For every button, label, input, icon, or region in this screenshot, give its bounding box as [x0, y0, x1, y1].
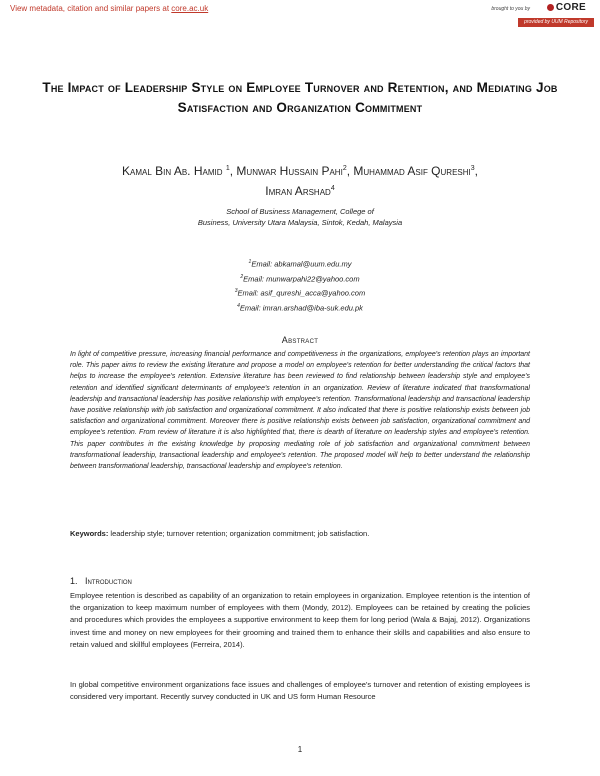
- affiliation: [40, 206, 560, 228]
- author-3-mark: 3: [470, 165, 475, 172]
- affiliation-line-1: School of Business Management, College of: [226, 207, 374, 216]
- core-logo[interactable]: [547, 2, 586, 13]
- email-mark: 3: [234, 288, 238, 294]
- author-3: Muhammad Asif Qureshi: [353, 164, 471, 178]
- author-2-mark: 2: [342, 165, 347, 172]
- keywords-text: leadership style; turnover retention; organization commitment; job satisfaction.: [108, 529, 370, 538]
- author-separator: ,: [346, 164, 354, 178]
- email-4[interactable]: [40, 300, 560, 315]
- abstract-body: In light of competitive pressure, increasing financial performance and competitiveness in the organizations, employee's retention plays an important role. This paper aims to review the existing literature and propose a model on employee's retention for better understanding the critical factors that helps to increase the employee's retention. Extensive literature has been reviewed to find relationship between leadership style and employee's retention and identified significant determinants of employee's retention in an organization. Review of literature indicated that transformational leadership and transactional leadership has positive relationship with employee's retention. Transformational leadership and transactional leadership have positive relationship with job satisfaction and organizational commitment. It also indicated that there is positive relationship exists between job satisfaction and organizational commitment. Moreover there is positive relationship exists between job satisfaction, organizational commitment and employee's retention. From review of literature it is also highlighted that, there is dearth of literature on leadership styles and employee's retention. This paper contributes in the existing knowledge by proposing mediating role of job satisfaction and organizational commitment between transformational leadership, transactional leadership and employee's retention. The proposed model will help to better understand the relationship between transformational leadership, transactional leadership and employee's retention.: [70, 351, 530, 471]
- author-2: Munwar Hussain Pahi: [236, 164, 343, 178]
- affiliation-line-2: Business, University Utara Malaysia, Sintok, Kedah, Malaysia: [197, 218, 403, 227]
- email-mark: 4: [237, 302, 240, 309]
- intro-paragraph-1: Employee retention is described as capability of an organization to retain employees in organization. Employee retention is the intention of the organization to keep maximum number of employees with them (Mondy, 2012). Employees can be retained by creating the policies and procedures which provides the employees a supportive environment to keep them for long period (Wala & Bajaj, 2012). Organizations invest time and money on new employees for their grooming and trained them to enhance their skills and capabilities and also ensure to retain valued and skillful employees (Ferreira, 2014).: [70, 591, 530, 649]
- email-3[interactable]: [40, 285, 560, 300]
- author-1: Kamal Bin Ab. Hamid: [122, 164, 223, 178]
- brought-by-text: brought to you by: [491, 6, 530, 12]
- keywords-label: Keywords:: [70, 529, 109, 538]
- author-1-mark: 1: [225, 165, 230, 172]
- core-link[interactable]: core.ac.uk: [171, 4, 209, 13]
- author-list: [40, 160, 560, 200]
- core-logo-text: CORE: [555, 2, 586, 13]
- abstract-heading: Abstract: [281, 335, 319, 345]
- email-mark: 2: [240, 273, 244, 280]
- keywords: [70, 529, 530, 538]
- author-4: Imran Arshad: [265, 184, 331, 198]
- core-prefix-text: View metadata, citation and similar papers at: [10, 4, 172, 13]
- section-title: Introduction: [85, 576, 132, 586]
- section-number: 1.: [70, 576, 78, 586]
- core-metadata-link-line: [10, 4, 208, 13]
- email-text: Email: asif_qureshi_acca@yahoo.com: [237, 288, 366, 298]
- email-2[interactable]: [40, 271, 560, 286]
- author-separator: ,: [229, 164, 237, 178]
- core-header: [0, 0, 600, 30]
- page-number: 1: [297, 745, 303, 754]
- author-separator: ,: [474, 164, 478, 178]
- paper-title: The Impact of Leadership Style on Employee Turnover and Retention, and Mediating Job Satisfaction and Organization Commitment: [42, 80, 558, 115]
- core-logo-icon: [547, 4, 554, 11]
- author-4-mark: 4: [330, 185, 335, 192]
- email-mark: 1: [248, 259, 252, 265]
- intro-paragraph-2: In global competitive environment organizations face issues and challenges of employee's turnover and retention of existing employees is considered very important. Recently survey conducted in UK and US form Human Resource: [70, 680, 530, 702]
- email-text: Email: imran.arshad@iba-suk.edu.pk: [239, 303, 363, 312]
- email-text: Email: abkamal@uum.edu.my: [251, 259, 352, 269]
- email-list: [40, 256, 560, 314]
- section-heading-introduction: [70, 576, 132, 586]
- email-1[interactable]: [40, 256, 560, 271]
- provided-by-badge[interactable]: provided by UUM Repository: [518, 18, 594, 27]
- email-text: Email: munwarpahi22@yahoo.com: [243, 274, 360, 283]
